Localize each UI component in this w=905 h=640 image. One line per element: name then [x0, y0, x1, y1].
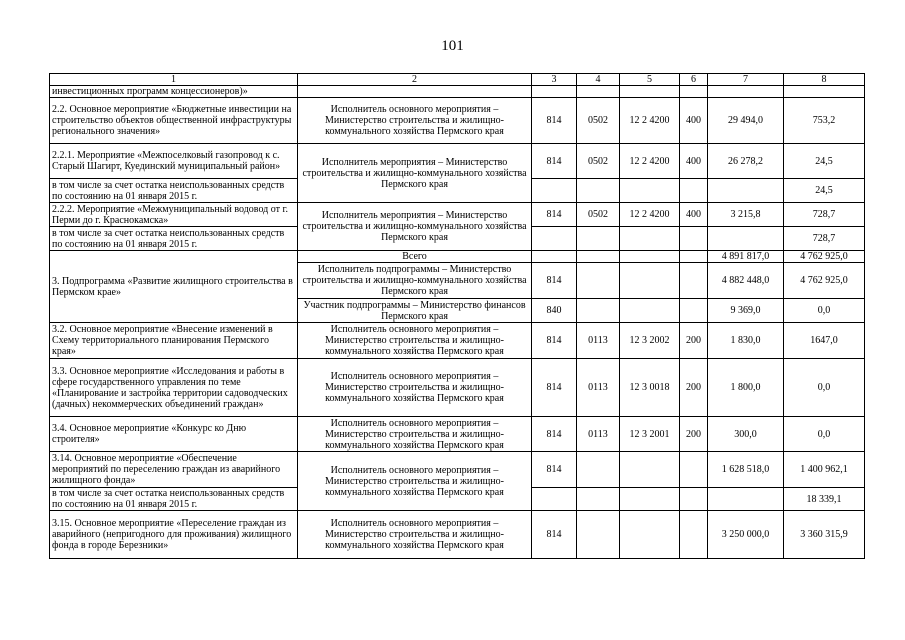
row-expense-type: 200: [680, 323, 708, 359]
row-executor: Исполнитель мероприятия – Министерство строительства и жилищно-коммунального хозяйства Пермского края: [298, 203, 532, 251]
row-amount-col7: 1 830,0: [708, 323, 784, 359]
table-row: [50, 452, 865, 488]
row-amount-col8: 18 339,1: [784, 488, 865, 511]
row-description: 3.2. Основное мероприятие «Внесение изменений в Схему территориального планирования Пермского края»: [50, 323, 298, 359]
row-amount-col8: 753,2: [784, 98, 865, 144]
column-header: 7: [708, 74, 784, 86]
row-description: 2.2.1. Мероприятие «Межпоселковый газопровод к с. Старый Шагирт, Куединский муниципальный район»: [50, 144, 298, 179]
row-description: 3. Подпрограмма «Развитие жилищного строительства в Пермском крае»: [50, 251, 298, 323]
row-gryp-code: 814: [532, 359, 577, 417]
row-gryp-code: 814: [532, 511, 577, 559]
row-amount-col8: 3 360 315,9: [784, 511, 865, 559]
column-number-header-row: [50, 74, 865, 86]
row-target-code: 12 2 4200: [620, 144, 680, 179]
table-row: [50, 511, 865, 559]
row-section-code: 0502: [577, 98, 620, 144]
row-gryp-code: 814: [532, 203, 577, 227]
page-number: 101: [441, 38, 464, 54]
row-amount-col7: 300,0: [708, 417, 784, 452]
row-target-code: 12 2 4200: [620, 203, 680, 227]
row-description: 3.3. Основное мероприятие «Исследования и работы в сфере государственного управления по теме «Планирование и застройка территории садоводческих (дачных) некоммерческих объединений граждан»: [50, 359, 298, 417]
table-row: [50, 323, 865, 359]
row-description: инвестиционных программ концессионеров)»: [50, 86, 298, 98]
row-description: в том числе за счет остатка неиспользованных средств по состоянию на 01 января 2015 г.: [50, 179, 298, 203]
row-amount-col7: 1 628 518,0: [708, 452, 784, 488]
budget-table: [49, 73, 865, 559]
column-header: 2: [298, 74, 532, 86]
row-gryp-code: 814: [532, 452, 577, 488]
row-section-code: 0502: [577, 203, 620, 227]
row-expense-type: 400: [680, 203, 708, 227]
table-row: [50, 98, 865, 144]
row-section-code: 0113: [577, 323, 620, 359]
row-amount-col8: 728,7: [784, 203, 865, 227]
table-row: [50, 144, 865, 179]
column-header: 3: [532, 74, 577, 86]
row-amount-col8: 0,0: [784, 299, 865, 323]
row-amount-col7: 4 882 448,0: [708, 263, 784, 299]
row-executor: Исполнитель подпрограммы – Министерство строительства и жилищно-коммунального хозяйства Пермского края: [298, 263, 532, 299]
table-row: [50, 203, 865, 227]
row-gryp-code: 840: [532, 299, 577, 323]
table-row: [50, 86, 865, 98]
row-amount-col7: 1 800,0: [708, 359, 784, 417]
row-amount-col8: 728,7: [784, 227, 865, 251]
row-expense-type: 200: [680, 359, 708, 417]
row-executor: Исполнитель основного мероприятия – Министерство строительства и жилищно-коммунального хозяйства Пермского края: [298, 452, 532, 511]
row-executor: Участник подпрограммы – Министерство финансов Пермского края: [298, 299, 532, 323]
row-executor: Исполнитель основного мероприятия – Министерство строительства и жилищно-коммунального хозяйства Пермского края: [298, 511, 532, 559]
row-amount-col8: 1647,0: [784, 323, 865, 359]
row-description: 3.14. Основное мероприятие «Обеспечение мероприятий по переселению граждан из аварийного жилищного фонда»: [50, 452, 298, 488]
row-gryp-code: 814: [532, 263, 577, 299]
row-executor: Исполнитель основного мероприятия – Министерство строительства и жилищно-коммунального хозяйства Пермского края: [298, 417, 532, 452]
row-amount-col8: 0,0: [784, 417, 865, 452]
row-description: в том числе за счет остатка неиспользованных средств по состоянию на 01 января 2015 г.: [50, 488, 298, 511]
column-header: 5: [620, 74, 680, 86]
table-row: [50, 359, 865, 417]
row-description: 3.4. Основное мероприятие «Конкурс ко Дню строителя»: [50, 417, 298, 452]
row-description: 3.15. Основное мероприятие «Переселение граждан из аварийного (непригодного для проживания) жилищного фонда в городе Березники»: [50, 511, 298, 559]
table-row: [50, 251, 865, 263]
row-description: 2.2.2. Мероприятие «Межмуниципальный водовод от г. Перми до г. Краснокамска»: [50, 203, 298, 227]
row-amount-col7: 3 250 000,0: [708, 511, 784, 559]
row-section-code: 0113: [577, 417, 620, 452]
row-amount-col8: 24,5: [784, 179, 865, 203]
column-header: 4: [577, 74, 620, 86]
row-description: в том числе за счет остатка неиспользованных средств по состоянию на 01 января 2015 г.: [50, 227, 298, 251]
row-section-code: 0502: [577, 144, 620, 179]
row-target-code: 12 2 4200: [620, 98, 680, 144]
column-header: 1: [50, 74, 298, 86]
row-amount-col7: 3 215,8: [708, 203, 784, 227]
table-row: [50, 417, 865, 452]
row-amount-col8: 4 762 925,0: [784, 263, 865, 299]
row-amount-col7: 26 278,2: [708, 144, 784, 179]
row-amount-col8: 24,5: [784, 144, 865, 179]
row-gryp-code: 814: [532, 323, 577, 359]
row-section-code: 0113: [577, 359, 620, 417]
row-executor: Всего: [298, 251, 532, 263]
row-amount-col8: 0,0: [784, 359, 865, 417]
row-gryp-code: 814: [532, 144, 577, 179]
row-amount-col7: 9 369,0: [708, 299, 784, 323]
row-description: 2.2. Основное мероприятие «Бюджетные инвестиции на строительство объектов общественной инфраструктуры регионального значения»: [50, 98, 298, 144]
row-target-code: 12 3 2001: [620, 417, 680, 452]
column-header: 6: [680, 74, 708, 86]
row-expense-type: 400: [680, 144, 708, 179]
row-amount-col7: 29 494,0: [708, 98, 784, 144]
row-executor: Исполнитель основного мероприятия – Министерство строительства и жилищно-коммунального хозяйства Пермского края: [298, 98, 532, 144]
row-amount-col7: 4 891 817,0: [708, 251, 784, 263]
row-gryp-code: 814: [532, 417, 577, 452]
row-target-code: 12 3 0018: [620, 359, 680, 417]
row-target-code: 12 3 2002: [620, 323, 680, 359]
row-expense-type: 200: [680, 417, 708, 452]
row-gryp-code: 814: [532, 98, 577, 144]
row-executor: Исполнитель мероприятия – Министерство строительства и жилищно-коммунального хозяйства Пермского края: [298, 144, 532, 203]
row-amount-col8: 1 400 962,1: [784, 452, 865, 488]
row-amount-col8: 4 762 925,0: [784, 251, 865, 263]
column-header: 8: [784, 74, 865, 86]
row-expense-type: 400: [680, 98, 708, 144]
row-executor: Исполнитель основного мероприятия – Министерство строительства и жилищно-коммунального хозяйства Пермского края: [298, 359, 532, 417]
row-executor: Исполнитель основного мероприятия – Министерство строительства и жилищно-коммунального хозяйства Пермского края: [298, 323, 532, 359]
